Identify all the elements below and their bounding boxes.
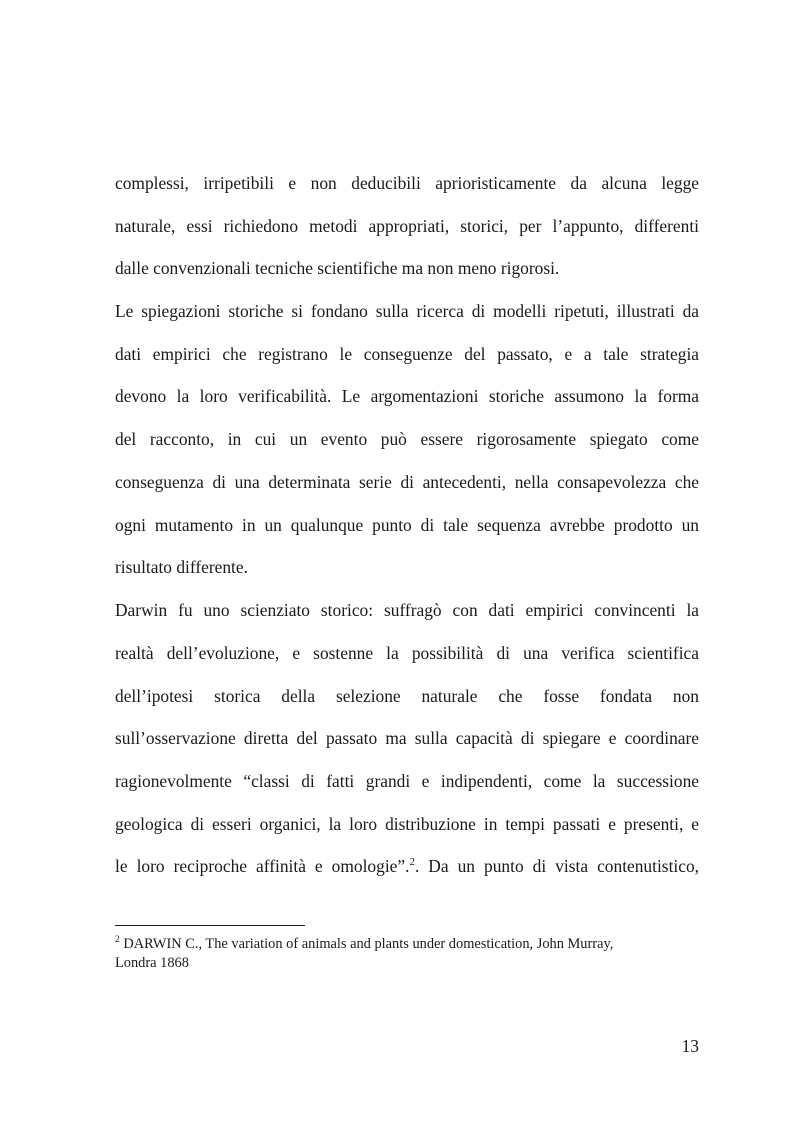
body-line: ogni mutamento in un qualunque punto di tale sequenza avrebbe prodotto un [115, 515, 699, 535]
footnote-line [115, 936, 699, 953]
body-line: complessi, irripetibili e non deducibili aprioristicamente da alcuna legge [115, 173, 699, 193]
body-line: risultato differente. [115, 557, 248, 577]
body-line: realtà dell’evoluzione, e sostenne la possibilità di una verifica scientifica [115, 643, 699, 663]
page-number: 13 [681, 1036, 699, 1056]
body-line-with-footnote-ref [115, 856, 699, 876]
body-line: dati empirici che registrano le conseguenze del passato, e a tale strategia [115, 344, 699, 364]
body-line: dell’ipotesi storica della selezione naturale che fosse fondata non [115, 686, 699, 706]
footnote-text: DARWIN C., The variation of animals and plants under domestication, John Murray, [119, 936, 614, 952]
body-text-segment: . Da un punto di vista contenutistico, [414, 856, 699, 876]
body-line: conseguenza di una determinata serie di antecedenti, nella consapevolezza che [115, 472, 699, 492]
body-line: geologica di esseri organici, la loro distribuzione in tempi passati e presenti, e [115, 814, 699, 834]
body-line: sull’osservazione diretta del passato ma sulla capacità di spiegare e coordinare [115, 728, 699, 748]
footnote-text: Londra 1868 [115, 955, 189, 971]
body-text-segment: le loro reciproche affinità e omologie”. [115, 856, 410, 876]
body-line: naturale, essi richiedono metodi appropriati, storici, per l’appunto, differenti [115, 216, 699, 236]
footnote-line [115, 955, 699, 972]
body-line: Le spiegazioni storiche si fondano sulla ricerca di modelli ripetuti, illustrati da [115, 301, 699, 321]
body-line: ragionevolmente “classi di fatti grandi e indipendenti, come la successione [115, 771, 699, 791]
footnote-separator [115, 925, 305, 926]
body-line: del racconto, in cui un evento può essere rigorosamente spiegato come [115, 429, 699, 449]
body-line: Darwin fu uno scienziato storico: suffragò con dati empirici convincenti la [115, 600, 699, 620]
body-line: dalle convenzionali tecniche scientifiche ma non meno rigorosi. [115, 258, 560, 278]
footnote-reference: 2 [409, 856, 415, 869]
body-line: devono la loro verificabilità. Le argomentazioni storiche assumono la forma [115, 386, 699, 406]
footnote-marker: 2 [115, 935, 120, 946]
